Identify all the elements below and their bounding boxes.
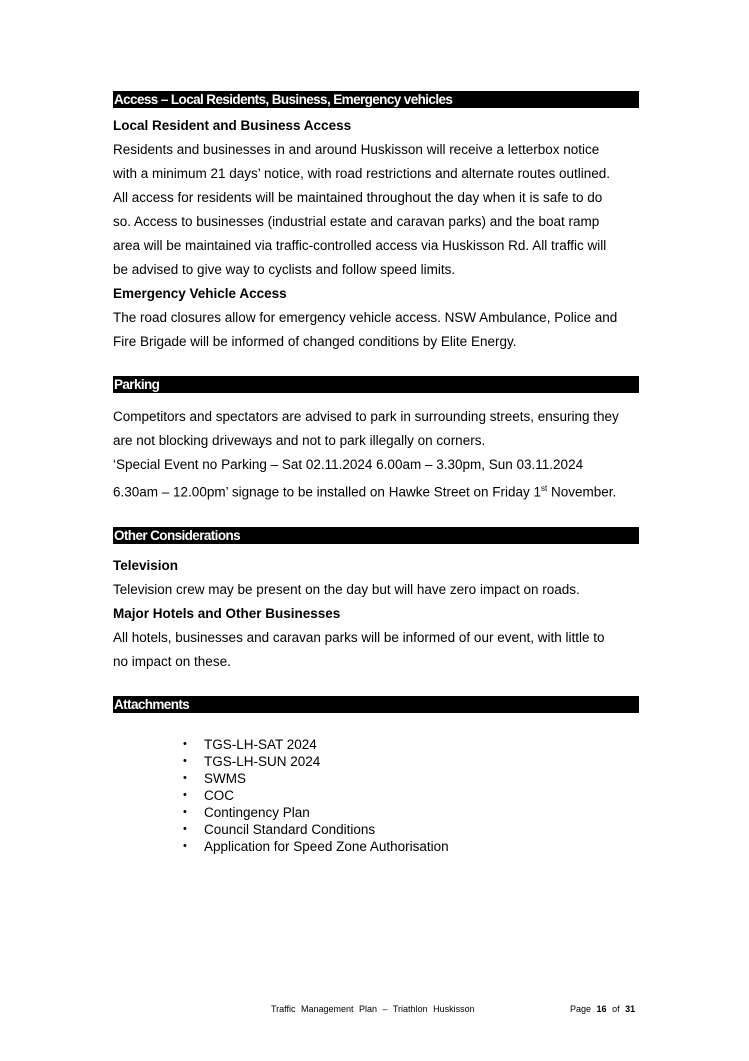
paragraph-local-resident-access — [113, 138, 639, 282]
footer-title: Traffic Management Plan – Triathlon Huskisson — [271, 1004, 475, 1014]
list-item — [183, 804, 449, 821]
section-heading-parking: Parking — [113, 376, 639, 393]
section-heading-access: Access – Local Residents, Business, Emergency vehicles — [113, 91, 639, 108]
page-total: 31 — [625, 1004, 636, 1014]
bullet-icon: • — [183, 806, 187, 818]
bullet-icon: • — [183, 772, 187, 784]
paragraph-parking — [113, 405, 639, 505]
list-item-label: SWMS — [204, 771, 246, 786]
text-line: area will be maintained via traffic-controlled access via Huskisson Rd. All traffic will — [113, 238, 607, 253]
text-line: All hotels, businesses and caravan parks will be informed of our event, with little to — [113, 629, 605, 645]
superscript: st — [541, 484, 548, 493]
bullet-icon: • — [183, 755, 187, 767]
text-line: ‘Special Event no Parking – Sat 02.11.2024 6.00am – 3.30pm, Sun 03.11.2024 — [113, 457, 584, 472]
bullet-icon: • — [183, 823, 187, 835]
page-number: 16 — [596, 1004, 607, 1014]
list-item-label: TGS-LH-SUN 2024 — [204, 754, 321, 769]
list-item-label: Application for Speed Zone Authorisation — [204, 839, 449, 854]
list-item-label: TGS-LH-SAT 2024 — [204, 737, 317, 752]
text-line: no impact on these. — [113, 653, 231, 669]
list-item — [183, 838, 449, 855]
subheading-hotels: Major Hotels and Other Businesses — [113, 605, 341, 621]
bullet-icon: • — [183, 738, 187, 750]
paragraph-television: Television crew may be present on the day but will have zero impact on roads. — [113, 581, 580, 597]
list-item — [183, 770, 449, 787]
subheading-emergency-access: Emergency Vehicle Access — [113, 286, 287, 301]
list-item — [183, 787, 449, 804]
page-label: Page — [570, 1004, 592, 1014]
section-heading-other: Other Considerations — [113, 527, 639, 544]
parking-last-line: 6.30am – 12.00pm’ signage to be installed on Hawke Street on Friday 1 — [113, 484, 542, 500]
text-line: be advised to give way to cyclists and follow speed limits. — [113, 262, 456, 277]
list-item-label: Council Standard Conditions — [204, 822, 376, 837]
section-heading-attachments: Attachments — [113, 696, 639, 713]
subheading-local-resident-access: Local Resident and Business Access — [113, 118, 352, 133]
text-line: Fire Brigade will be informed of changed conditions by Elite Energy. — [113, 334, 517, 349]
list-item — [183, 736, 449, 753]
text-line: All access for residents will be maintained throughout the day when it is safe to do — [113, 190, 603, 205]
text-line: The road closures allow for emergency vehicle access. NSW Ambulance, Police and — [113, 310, 618, 325]
text-line: with a minimum 21 days’ notice, with road restrictions and alternate routes outlined. — [113, 166, 610, 181]
text-line: Residents and businesses in and around Huskisson will receive a letterbox notice — [113, 142, 600, 157]
list-item — [183, 753, 449, 770]
text-line — [113, 477, 639, 505]
document-page — [113, 91, 639, 713]
list-item — [183, 821, 449, 838]
parking-last-line-end: November. — [547, 484, 617, 500]
paragraph-hotels — [113, 626, 639, 674]
bullet-icon: • — [183, 840, 187, 852]
paragraph-emergency-access — [113, 306, 639, 354]
attachments-list — [183, 736, 449, 855]
text-line: Competitors and spectators are advised to park in surrounding streets, ensuring they — [113, 409, 619, 424]
bullet-icon: • — [183, 789, 187, 801]
subheading-television: Television — [113, 557, 179, 573]
page-indicator — [570, 1004, 635, 1014]
list-item-label: COC — [204, 788, 234, 803]
text-line: are not blocking driveways and not to park illegally on corners. — [113, 433, 486, 448]
of-label: of — [612, 1004, 620, 1014]
text-line: so. Access to businesses (industrial estate and caravan parks) and the boat ramp — [113, 214, 600, 229]
list-item-label: Contingency Plan — [204, 805, 310, 820]
